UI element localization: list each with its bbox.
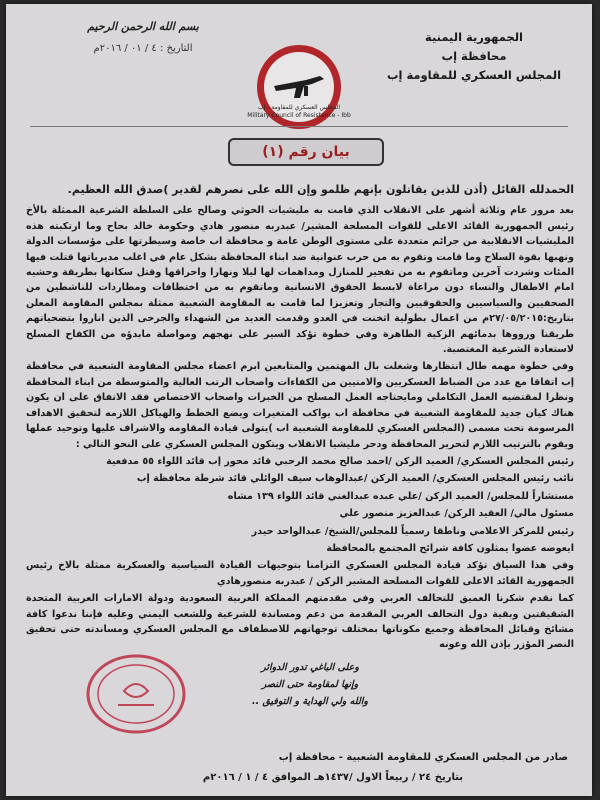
member-line: مسئول مالي/ العقيد الركن/ عبدالعزيز منصور علي [339,508,574,520]
paragraph: بعد مرور عام وثلاثة أشهر على الانقلاب الذي قامت به مليشيات الحوثي وصالح على السلطة الشرعية الممثلة بالأخ رئيس الجمهورية القائد الاعلى للقوات المسلحة المشير/ عبدربه منصور هادي وحكومة خالد بحاح وما ارتكبته هذه المليشيات الانقلابية من جرائم متعددة على مستوى الوطن عامة و محافظة اب خاصة وسيطرتها على مؤسسات الدولة ونهبها بقوة السلاح وما قامت وتقوم به من حرب عنوانية ضد ابناء المحافظة بشكل عام في اغلب مديرياتها قتلت فيها المئات وشردت آخرين وماتقوم به من تفجير للمنازل ومداهمات لها ليلا ونهارا واحراقها وقتل سكانها بطريقة وحشيه امام الاطفال والنساء دون مراعاة لابسط الحقوق الانسانية وماتقوم به من اختطافات ومطاردات للناشطين من الصحفيين والسياسيين والحقوقيين والتجار وتعزيزا لما قامت به المقاومة الشعبية ممثلة بمجلس المقاومة المعلن بتاريخ:٢٧/٠٥/٢٠١٥م من اعمال بطولية اثخنت في العدو وقدمت العديد من الشهداء والجرحى الذين اناروا بتضحياتهم طريقنا ورووها بدمائهم الزكية الطاهرة وفي خطوة تؤكد السير على نهجهم ومواصلة مابدؤه من الكفاح المسلح لاستعادة الشرعية المغتصبة. [26,205,574,356]
stamp-emblem [124,684,148,697]
logo-caption-en: Military Council of Resistance - Ibb [247,112,351,119]
letter-date: التاريخ : ٤ / ٠١ / ٢٠١٦م [93,43,193,54]
header-divider [30,126,568,127]
member-line: رئيس للمركز الاعلامي وناطقا رسمياً للمجلس/الشيخ/ عبدالواحد حيدر [251,525,574,537]
footer-date: بتاريخ ٢٤ / ربيعاً الاول /١٤٣٧هـ الموافق ٤ / ١ / ٢٠١٦م [202,772,464,783]
closing-block [200,659,420,710]
logo-caption-ar: المجلس العسكري للمقاومة - إب [257,104,341,111]
rifle-magazine [304,86,308,96]
stamp-outer-ring [88,656,184,732]
closing-line: وعلى الباغي تدور الدوائر [261,662,359,673]
council-name: المجلس العسكري للمقاومة إب [386,68,562,82]
statement-body [26,182,574,655]
paragraph: وفي هذا السياق تؤكد قيادة المجلس العسكري التزامنا بتوجيهات القيادة السياسية والعسكرية ممثلة بالاخ رئيس الجمهورية القائد الاعلى للقوات المسلحة المشير الركن / عبدربه منصورهادي [26,560,574,587]
logo-caption [246,104,352,120]
basmala: بسم الله الرحمن الرحيم [87,20,199,33]
member-line: ايعوضه عضوا يمثلون كافة شرائح المجتمع بالمحافظة [326,542,574,554]
issuer-line: صادر من المجلس العسكري للمقاومة الشعبية - محافظة إب [278,752,568,763]
quran-verse: الحمدلله القائل (أذن للذين يقاتلون بإنهم ظلمو وإن الله على نصرهم لقدير )صدق الله العظيم. [67,183,574,196]
member-line: مستشاراً للمجلس/ العميد الركن /علي عبده عبدالغني قائد اللواء ١٣٩ مشاه [227,490,574,502]
country-name: الجمهورية اليمنية [424,30,523,44]
closing-line: وإنها لمقاومة حتى النصر [261,679,359,690]
governorate-name: محافظة إب [441,49,507,63]
closing-line: والله ولي الهداية و التوفيق .. [251,696,369,707]
paragraph: كما نقدم شكرنا العميق للتحالف العربي وفي مقدمتهم المملكة العربية السعودية ودولة الامارات العربية المتحدة الشقيقتين وبقية دول التحالف العربي المقدمة من دعم ومساندة للشرعية وللشعب اليمني وعليه فإننا ندعوا كافة مشائخ وقبائل المحافظة وجميع مكوناتها بمختلف توجهاتهم للاصطفاف مع المجلس العسكري ومساندته حتى تحقيق النصر المؤزر بإذن الله وعونه [26,593,574,651]
sender-block [374,28,574,85]
statement-number: بيان رقم (١) [228,138,384,166]
date-block [18,20,268,54]
stamp-inner-ring [98,665,174,723]
member-line: رئيس المجلس العسكري/ العميد الركن /احمد صالح محمد الرحبي قائد محور إب قائد اللواء ٥٥ مدفعية [106,455,574,467]
official-stamp [84,651,188,737]
member-line: نائب رئيس المجلس العسكري/ العميد الركن /عبدالوهاب سيف الوائلي قائد شرطة محافظة إب [136,473,574,485]
paragraph: وفي خطوة مهمه طال انتظارها وشغلت بال المهتمين والمتابعين ابرم اعضاء مجلس المقاومة الشعبية في محافظة إب اتفاقا مع عدد من الضباط العسكريين والامنيين من الكفاءات واصحاب الرتب العالية والمتوسطة من ابناء المحافظة ونظرا لمقتضيه العمل التكاملي ومايحتاجه العمل المسلح من الخبرات واصحاب الاختصاص فقد الاتفاق على ان يكون هناك كيان جديد للمقاومة الشعبية في محافظة اب يواكب المتغيرات ويضع الخطط والهياكل اللازمه لتحقيق الاهداف المرسومة تحت مسمى (المجلس العسكري للمقاومة الشعبية اب )يتولى قيادة المقاومه والاشراف عليها وتوحيد عملها ويقوم بالترتيب اللازم لتحرير المحافظة ودحر مليشيا الانقلاب ويتكون المجلس العسكري على النحو التالي : [26,361,574,450]
letter-page [6,4,592,796]
